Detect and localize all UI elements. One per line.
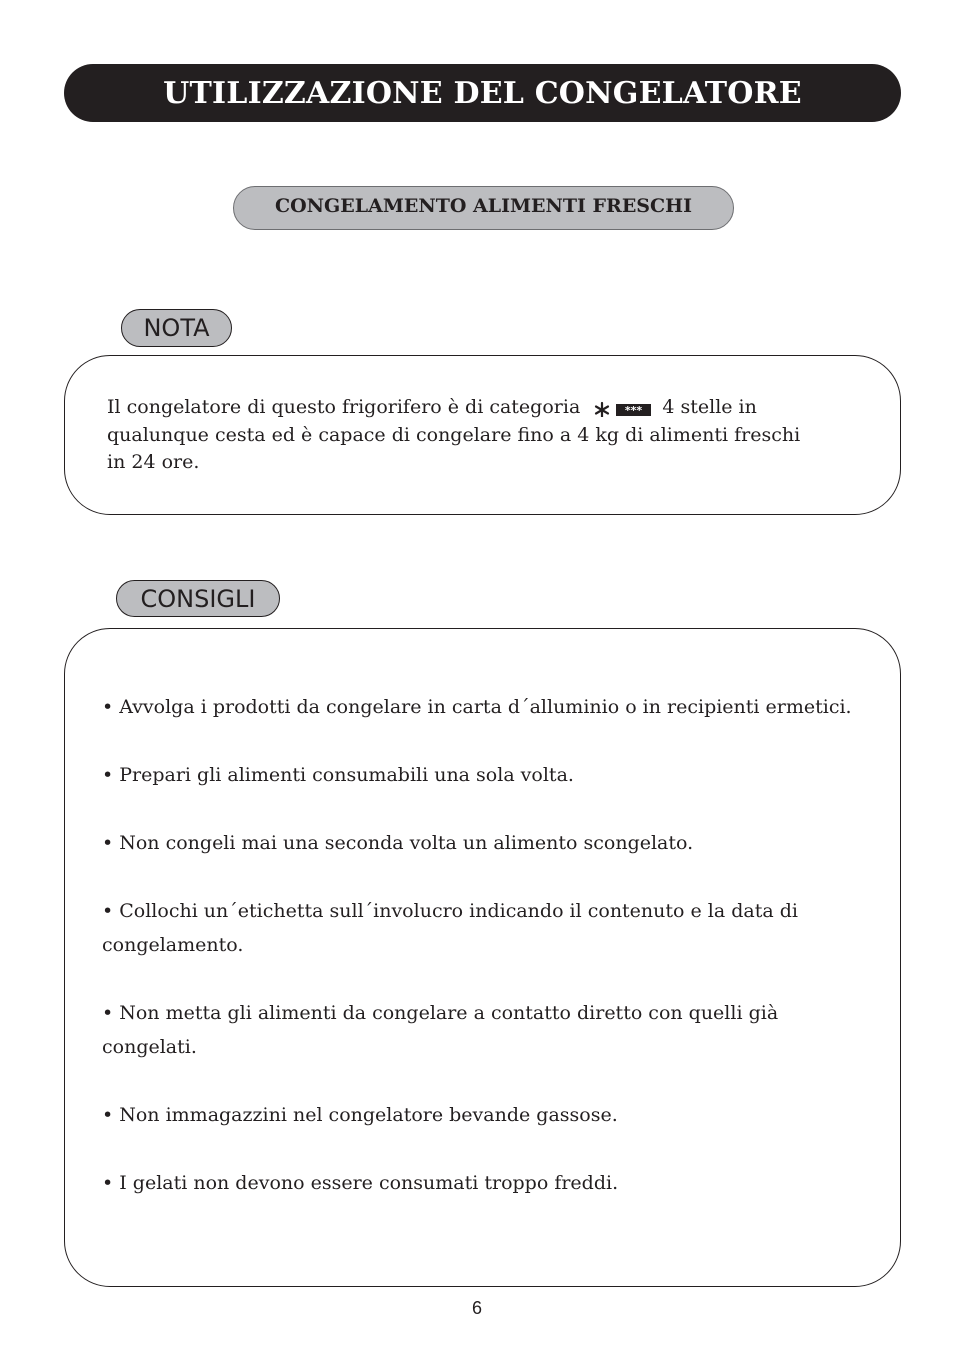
consigli-label: CONSIGLI [116,580,280,617]
nota-line-1 [107,394,877,422]
consigli-list [102,690,872,1234]
nota-label: NOTA [121,309,232,347]
section-subtitle: CONGELAMENTO ALIMENTI FRESCHI [275,195,692,217]
svg-text:***: *** [625,404,643,417]
list-item: • I gelati non devono essere consumati troppo freddi. [102,1172,619,1194]
nota-line-3: in 24 ore. [107,451,200,473]
page-title-bar [64,64,901,122]
nota-line-1-tail: 4 stelle in [662,396,757,418]
list-item: • Non metta gli alimenti da congelare a contatto diretto con quelli già congelati. [102,1002,779,1058]
nota-text [107,394,877,477]
list-item: • Avvolga i prodotti da congelare in carta d´alluminio o in recipienti ermetici. [102,696,852,718]
section-subtitle-pill [233,186,734,230]
nota-line-2: qualunque cesta ed è capace di congelare fino a 4 kg di alimenti freschi [107,423,801,446]
nota-line-1-text: Il congelatore di questo frigorifero è di categoria [107,396,581,418]
list-item: • Collochi un´etichetta sull´involucro indicando il contenuto e la data di congelamento. [102,900,798,956]
four-star-freezer-rating-icon [586,397,656,417]
page-title: UTILIZZAZIONE DEL CONGELATORE [163,75,802,111]
list-item: • Prepari gli alimenti consumabili una sola volta. [102,764,574,786]
page-number: 6 [471,1298,482,1318]
list-item: • Non congeli mai una seconda volta un alimento scongelato. [102,832,694,854]
list-item: • Non immagazzini nel congelatore bevande gassose. [102,1104,618,1126]
